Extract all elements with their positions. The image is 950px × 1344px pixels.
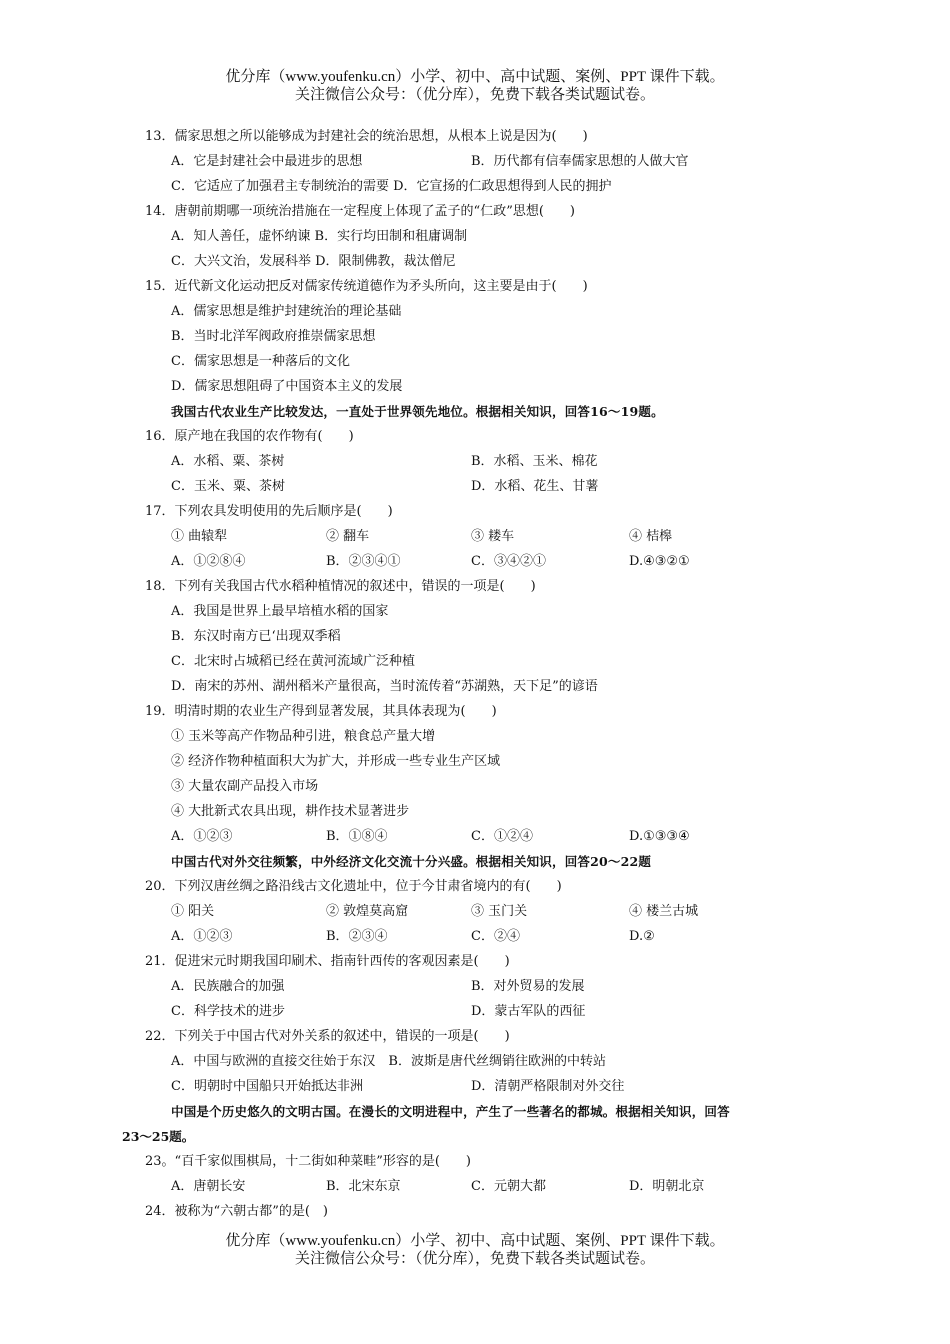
q19-item-1: ① 玉米等高产作物品种引进，粮食总产量大增 (171, 729, 436, 744)
q19-option-a: A．①②③ (171, 829, 233, 844)
q17-item-2: ② 翻车 (326, 529, 370, 544)
footer-line-1: 优分库（www.youfenku.cn）小学、初中、高中试题、案例、PPT 课件下载。 (225, 1233, 725, 1249)
q18-option-c: C．北宋时占城稻已经在黄河流域广泛种植 (171, 654, 415, 669)
q21-stem: 21．促进宋元时期我国印刷术、指南针西传的客观因素是( ) (145, 954, 510, 969)
q13-options-cd: C．它适应了加强君主专制统治的需要 D．它宣扬的仁政思想得到人民的拥护 (171, 179, 612, 194)
q15-stem: 15．近代新文化运动把反对儒家传统道德作为矛头所向，这主要是由于( ) (145, 279, 588, 294)
q22-options-cd (145, 1074, 825, 1099)
q22-option-c: C．明朝时中国船只开始抵达非洲 (171, 1079, 363, 1094)
q23-option-c: C．元朝大都 (471, 1179, 546, 1194)
q20-item-1: ① 阳关 (171, 904, 215, 919)
footer-line-2: 关注微信公众号：（优分库），免费下载各类试题试卷。 (294, 1251, 655, 1267)
q19-option-d: D.①③③④ (629, 829, 690, 844)
q16-option-c: C．玉米、粟、茶树 (171, 479, 285, 494)
q18-stem: 18．下列有关我国古代水稻种植情况的叙述中，错误的一项是( ) (145, 579, 536, 594)
q17-option-b: B．②③④① (326, 554, 401, 569)
q16-option-d: D．水稻、花生、甘薯 (471, 479, 599, 494)
q16-option-a: A．水稻、粟、茶树 (171, 454, 285, 469)
page-footer (0, 1232, 950, 1268)
section-intro-23-25-cont: 23～25题。 (122, 1129, 195, 1144)
q17-options (145, 549, 825, 574)
q20-item-3: ③ 玉门关 (471, 904, 528, 919)
q14-options-ab: A．知人善任，虚怀纳谏 B．实行均田制和租庸调制 (171, 229, 468, 244)
q23-option-d: D．明朝北京 (629, 1179, 705, 1194)
q22-options-ab: A．中国与欧洲的直接交往始于东汉 B．波斯是唐代丝绸销往欧洲的中转站 (171, 1054, 606, 1069)
q14-options-cd: C．大兴文治，发展科举 D．限制佛教，裁汰僧尼 (171, 254, 456, 269)
q21-option-a: A．民族融合的加强 (171, 979, 285, 994)
q20-item-4: ④ 楼兰古城 (629, 904, 699, 919)
q19-item-4: ④ 大批新式农具出现，耕作技术显著进步 (171, 804, 410, 819)
q21-option-b: B．对外贸易的发展 (471, 979, 585, 994)
q20-option-a: A．①②③ (171, 929, 233, 944)
q15-option-d: D．儒家思想阻碍了中国资本主义的发展 (171, 379, 403, 394)
q17-item-1: ① 曲辕犁 (171, 529, 228, 544)
q15-option-c: C．儒家思想是一种落后的文化 (171, 354, 350, 369)
q18-option-a: A．我国是世界上最早培植水稻的国家 (171, 604, 389, 619)
q21-option-c: C．科学技术的进步 (171, 1004, 285, 1019)
q19-item-3: ③ 大量农副产品投入市场 (171, 779, 319, 794)
q23-option-b: B．北宋东京 (326, 1179, 401, 1194)
section-intro-16-19: 我国古代农业生产比较发达，一直处于世界领先地位。根据相关知识，回答16～19题。 (171, 404, 664, 419)
q17-option-d: D.④③②① (629, 554, 690, 569)
q17-option-c: C．③④②① (471, 554, 546, 569)
q20-items (145, 899, 825, 924)
q16-options-cd (145, 474, 825, 499)
q20-option-c: C．②④ (471, 929, 520, 944)
q17-stem: 17．下列农具发明使用的先后顺序是( ) (145, 504, 393, 519)
q19-option-b: B．①⑧④ (326, 829, 388, 844)
q19-option-c: C．①②④ (471, 829, 533, 844)
q24-stem: 24．被称为“六朝古都”的是( ) (145, 1204, 328, 1219)
q20-option-b: B．②③④ (326, 929, 388, 944)
q20-stem: 20．下列汉唐丝绸之路沿线古文化遗址中，位于今甘肃省境内的有( ) (145, 879, 562, 894)
q23-options (145, 1174, 825, 1199)
q17-item-3: ③ 耧车 (471, 529, 515, 544)
q22-stem: 22．下列关于中国古代对外关系的叙述中，错误的一项是( ) (145, 1029, 510, 1044)
q16-stem: 16．原产地在我国的农作物有( ) (145, 429, 354, 444)
q21-options-ab (145, 974, 825, 999)
q13-option-a: A．它是封建社会中最进步的思想 (171, 154, 363, 169)
q19-stem: 19．明清时期的农业生产得到显著发展，其具体表现为( ) (145, 704, 497, 719)
section-intro-20-22: 中国古代对外交往频繁，中外经济文化交流十分兴盛。根据相关知识，回答20～22题 (171, 854, 652, 869)
section-intro-23-25: 中国是个历史悠久的文明古国。在漫长的文明进程中，产生了一些著名的都城。根据相关知识，回答 (171, 1104, 730, 1119)
q13-options-ab (145, 149, 825, 174)
q16-options-ab (145, 449, 825, 474)
q19-item-2: ② 经济作物种植面积大为扩大，并形成一些专业生产区域 (171, 754, 501, 769)
header-line-2: 关注微信公众号：（优分库），免费下载各类试题试卷。 (294, 87, 655, 103)
q23-stem: 23。“百千家似围棋局，十二街如种菜畦”形容的是( ) (145, 1154, 471, 1169)
q20-options (145, 924, 825, 949)
q17-item-4: ④ 桔槔 (629, 529, 673, 544)
q22-option-d: D．清朝严格限制对外交往 (471, 1079, 625, 1094)
q21-option-d: D．蒙古军队的西征 (471, 1004, 586, 1019)
page-header (0, 68, 950, 104)
q17-option-a: A．①②⑧④ (171, 554, 246, 569)
question-content (122, 124, 825, 1224)
q16-option-b: B．水稻、玉米、棉花 (471, 454, 598, 469)
q14-stem: 14．唐朝前期哪一项统治措施在一定程度上体现了孟子的“仁政”思想( ) (145, 204, 575, 219)
q21-options-cd (145, 999, 825, 1024)
q13-stem: 13．儒家思想之所以能够成为封建社会的统治思想，从根本上说是因为( ) (145, 129, 588, 144)
q15-option-b: B．当时北洋军阀政府推崇儒家思想 (171, 329, 376, 344)
q23-option-a: A．唐朝长安 (171, 1179, 246, 1194)
q13-option-b: B．历代都有信奉儒家思想的人做大官 (471, 154, 689, 169)
q18-option-b: B．东汉时南方已‘出现双季稻 (171, 629, 341, 644)
q20-option-d: D.② (629, 929, 655, 944)
q20-item-2: ② 敦煌莫高窟 (326, 904, 409, 919)
q17-items (145, 524, 825, 549)
q15-option-a: A．儒家思想是维护封建统治的理论基础 (171, 304, 402, 319)
q18-option-d: D．南宋的苏州、湖州稻米产量很高，当时流传着“苏湖熟，天下足”的谚语 (171, 679, 598, 694)
header-line-1: 优分库（www.youfenku.cn）小学、初中、高中试题、案例、PPT 课件下载。 (225, 69, 725, 85)
q19-options (145, 824, 825, 849)
